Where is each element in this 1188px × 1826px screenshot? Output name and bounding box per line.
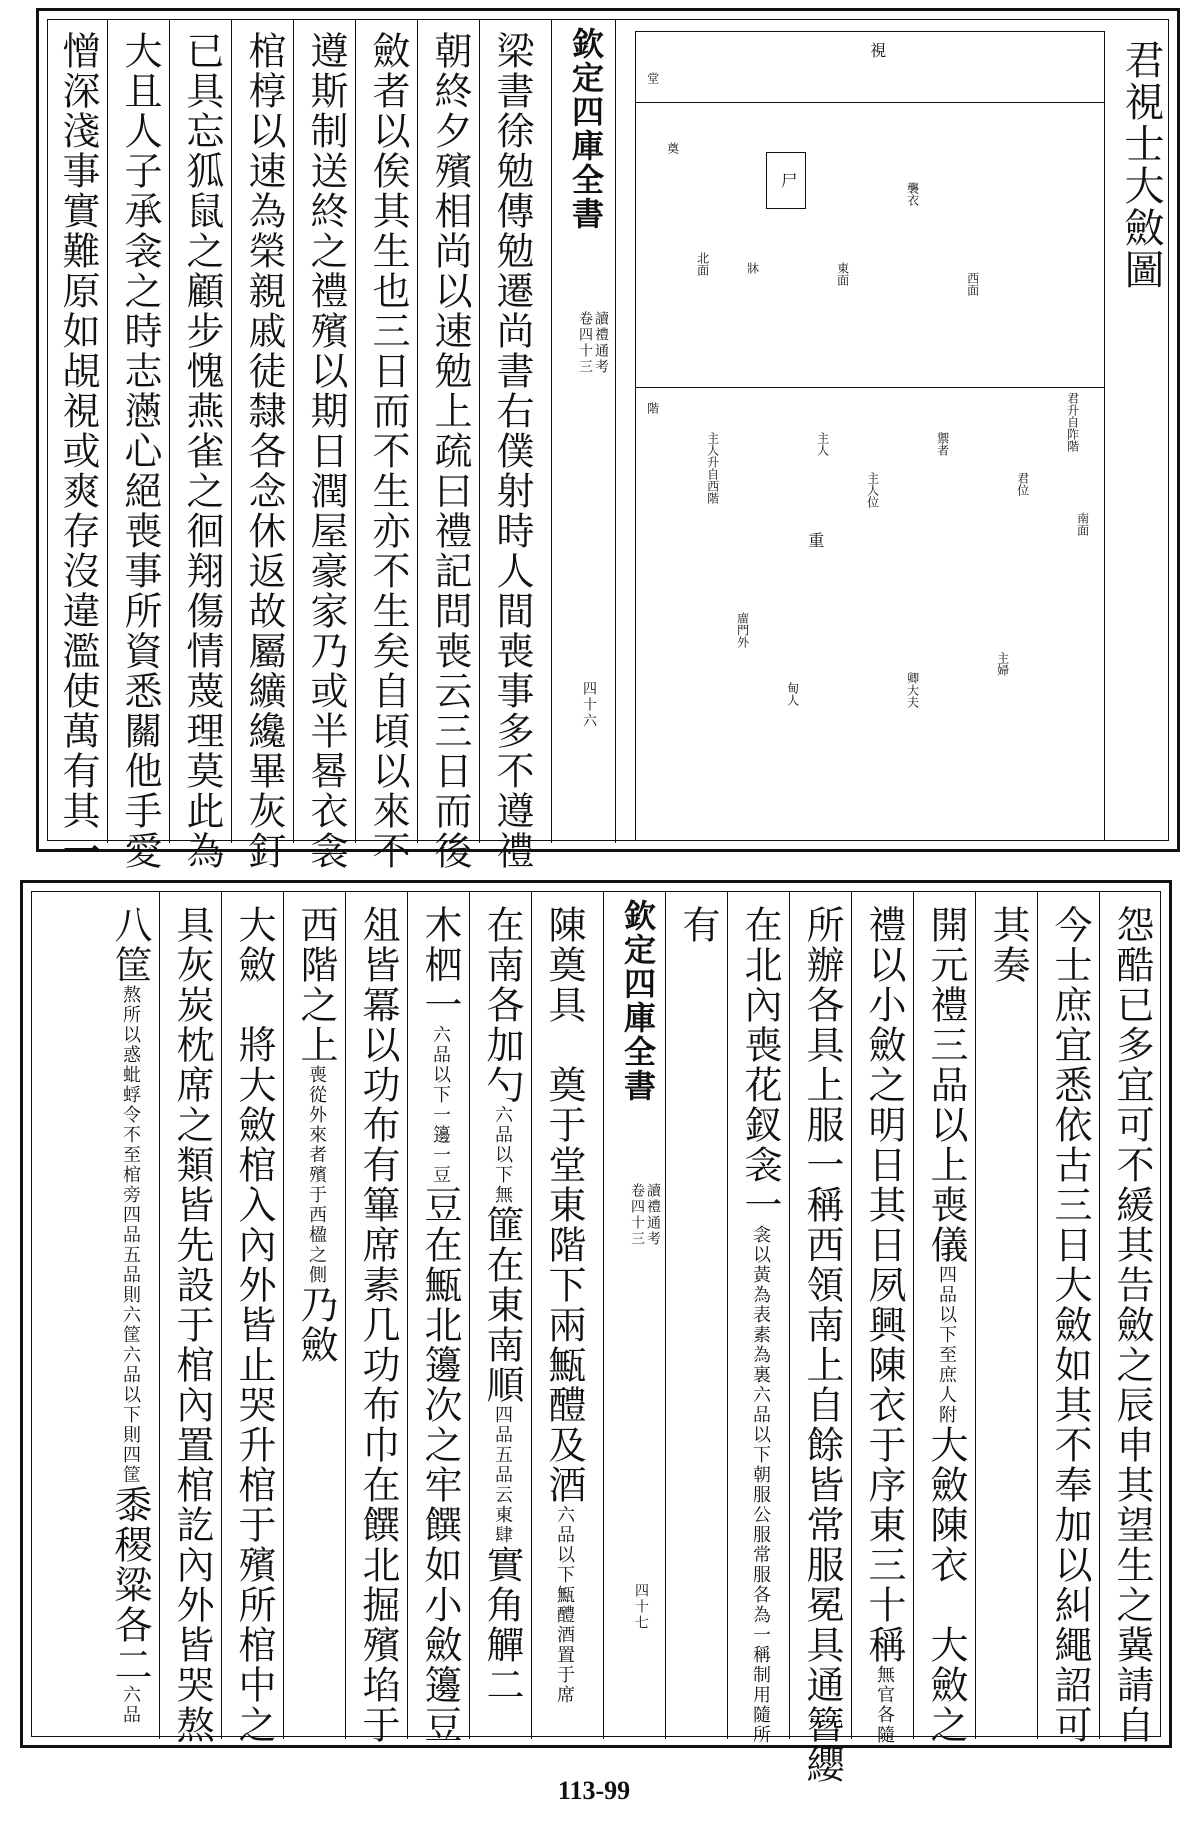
annotation-note: 喪從外來者殯于西楹之側 — [306, 1065, 327, 1285]
annotation-note: 四品以下至庶人附 — [936, 1265, 957, 1425]
spine-book: 讀禮通考 — [593, 311, 609, 375]
diagram-label: 牀 — [745, 262, 760, 274]
diagram-label: 重 — [805, 532, 825, 548]
text-column: 所辦各具上服一稱西領南上自餘皆常服冕具通簪纓 — [800, 905, 844, 1785]
spine-rule-left — [551, 19, 552, 843]
bottom-page-frame — [20, 880, 1172, 1785]
text-column: 有 — [676, 905, 720, 945]
main-text: 在南各加勺 — [480, 905, 524, 1105]
main-text: 西階之上 — [294, 905, 338, 1065]
text-column — [480, 905, 524, 1705]
diagram-label: 庿門外 — [735, 612, 750, 648]
text-column: 棺椁以速為榮親戚徒隸各念休返故屬纊纔畢灰釘 — [242, 31, 286, 871]
text-column: 梁書徐勉傳勉遷尚書右僕射時人間喪事多不遵禮 — [490, 31, 534, 871]
column-rule — [417, 19, 418, 843]
text-column: 今士庶宜悉依古三日大斂如其不奉加以糾繩詔可 — [1048, 905, 1092, 1745]
spine-rule-right — [665, 891, 666, 1739]
column-rule — [283, 891, 284, 1739]
top-page-frame — [36, 8, 1180, 871]
diagram-label: 君位 — [1015, 472, 1030, 496]
column-rule — [355, 19, 356, 843]
text-column — [862, 905, 906, 1745]
main-text: 禮以小斂之明日其日夙興陳衣于序東三十稱 — [862, 905, 906, 1665]
annotation-note: 六品以下無 — [492, 1105, 513, 1205]
diagram-label: 奠 — [665, 142, 680, 154]
annotation-note: 四品五品云東肆 — [492, 1405, 513, 1545]
main-text: 開元禮三品以上喪儀 — [924, 905, 968, 1265]
main-text: 實角觶二 — [480, 1545, 524, 1705]
text-column: 具灰炭枕席之類皆先設于棺內置棺訖內外皆哭熬 — [170, 905, 214, 1745]
diagram-divider — [636, 387, 1104, 388]
annotation-note: 六品以下一籩一豆 — [430, 1025, 451, 1185]
diagram-label: 君升自阼階 — [1065, 392, 1080, 452]
main-text: 木柶一 — [418, 905, 462, 1025]
text-column: 大且人子承衾之時志懣心絕喪事所資悉關他手愛 — [118, 31, 162, 871]
column-rule — [107, 19, 108, 843]
main-text: 八筐 — [108, 905, 152, 985]
text-column: 大斂 將大斂棺入內外皆止哭升棺于殯所棺中之 — [232, 905, 276, 1745]
spine-page: 四十六 — [581, 681, 597, 729]
column-rule — [1037, 891, 1038, 1739]
spine-volume: 卷四十三 — [629, 1183, 645, 1247]
column-rule — [1099, 891, 1100, 1739]
annotation-note: 無官各隨 — [874, 1665, 895, 1745]
diagram-label: 西面 — [965, 272, 980, 296]
diagram-label: 襲衣 — [905, 182, 920, 206]
text-column — [108, 905, 152, 1725]
diagram-label: 主人 — [815, 432, 830, 456]
text-column: 已具忘狐鼠之顧步愧燕雀之徊翔傷情蔑理莫此為 — [180, 31, 224, 871]
column-rule — [479, 19, 480, 843]
diagram-label: 階 — [645, 402, 660, 414]
diagram-label: 視 — [867, 42, 887, 58]
diagram-label: 尸 — [778, 172, 798, 188]
diagram-label: 堂 — [645, 72, 660, 84]
text-column — [418, 905, 462, 1745]
main-text: 乃斂 — [294, 1285, 338, 1365]
diagram-label: 甸人 — [785, 682, 800, 706]
diagram-label: 東面 — [835, 262, 850, 286]
column-rule — [789, 891, 790, 1739]
spine-rule-right — [615, 19, 616, 843]
text-column: 遵斯制送終之禮殯以期日潤屋豪家乃或半晷衣衾 — [304, 31, 348, 871]
annotation-note: 六品以下甒醴酒置于席 — [554, 1505, 575, 1705]
text-column — [294, 905, 338, 1365]
spine-title: 欽定四庫全書 — [567, 27, 605, 231]
column-rule — [727, 891, 728, 1739]
diagram-hall-line — [636, 102, 1104, 103]
text-column: 斂者以俟其生也三日而不生亦不生矣自頃以來不 — [366, 31, 410, 871]
annotation-note: 衾以黃為表素為裏六品以下朝服公服常服各為一稱制用隨所 — [750, 1225, 771, 1745]
diagram-label: 主婦 — [995, 652, 1010, 676]
diagram-label: 卿大夫 — [905, 672, 920, 708]
spine-volume: 卷四十三 — [577, 311, 593, 375]
column-rule — [169, 19, 170, 843]
diagram-label: 南面 — [1075, 512, 1090, 536]
text-column — [542, 905, 586, 1705]
column-rule — [159, 891, 160, 1739]
text-column: 怨酷已多宜可不緩其告斂之辰申其望生之冀請自 — [1110, 905, 1154, 1745]
diagram-title: 君視士大斂圖 — [1118, 39, 1164, 291]
column-rule — [851, 891, 852, 1739]
main-text: 陳奠具 奠于堂東階下兩甒醴及酒 — [542, 905, 586, 1505]
diagram-label: 主人位 — [865, 472, 880, 508]
column-rule — [407, 891, 408, 1739]
column-rule — [221, 891, 222, 1739]
main-text: 篚在東南順 — [480, 1205, 524, 1405]
spine-rule-left — [603, 891, 604, 1739]
diagram-label: 主人升自西階 — [705, 432, 720, 504]
main-text: 在北內喪花釵衾一 — [738, 905, 782, 1225]
text-column: 俎皆冪以功布有篳席素几功布巾在饌北掘殯埳于 — [356, 905, 400, 1745]
funeral-diagram — [635, 31, 1105, 841]
main-text: 黍稷粱各二 — [108, 1485, 152, 1685]
annotation-note: 六品 — [120, 1685, 141, 1725]
diagram-label: 禦者 — [935, 432, 950, 456]
main-text: 豆在甒北籩次之牢饌如小斂籩豆 — [418, 1185, 462, 1745]
text-column: 憎深淺事實難原如覘視或爽存沒違濫使萬有其一 — [56, 31, 100, 871]
column-rule — [975, 891, 976, 1739]
column-rule — [345, 891, 346, 1739]
text-column — [924, 905, 968, 1745]
main-text: 大斂陳衣 大斂之 — [924, 1425, 968, 1745]
annotation-note: 熬所以惑蚍蜉令不至棺旁四品五品則六筐六品以下則四筐 — [120, 985, 141, 1485]
column-rule — [469, 891, 470, 1739]
text-column: 朝終夕殯相尚以速勉上疏曰禮記問喪云三日而後 — [428, 31, 472, 871]
column-rule — [231, 19, 232, 843]
spine-page: 四十七 — [633, 1583, 649, 1631]
column-rule — [293, 19, 294, 843]
page-number: 113-99 — [557, 1776, 631, 1805]
column-rule — [531, 891, 532, 1739]
text-column: 其奏 — [986, 905, 1030, 985]
diagram-label: 北面 — [695, 252, 710, 276]
spine-book: 讀禮通考 — [645, 1183, 661, 1247]
column-rule — [913, 891, 914, 1739]
spine-title: 欽定四庫全書 — [619, 899, 657, 1103]
text-column — [738, 905, 782, 1745]
